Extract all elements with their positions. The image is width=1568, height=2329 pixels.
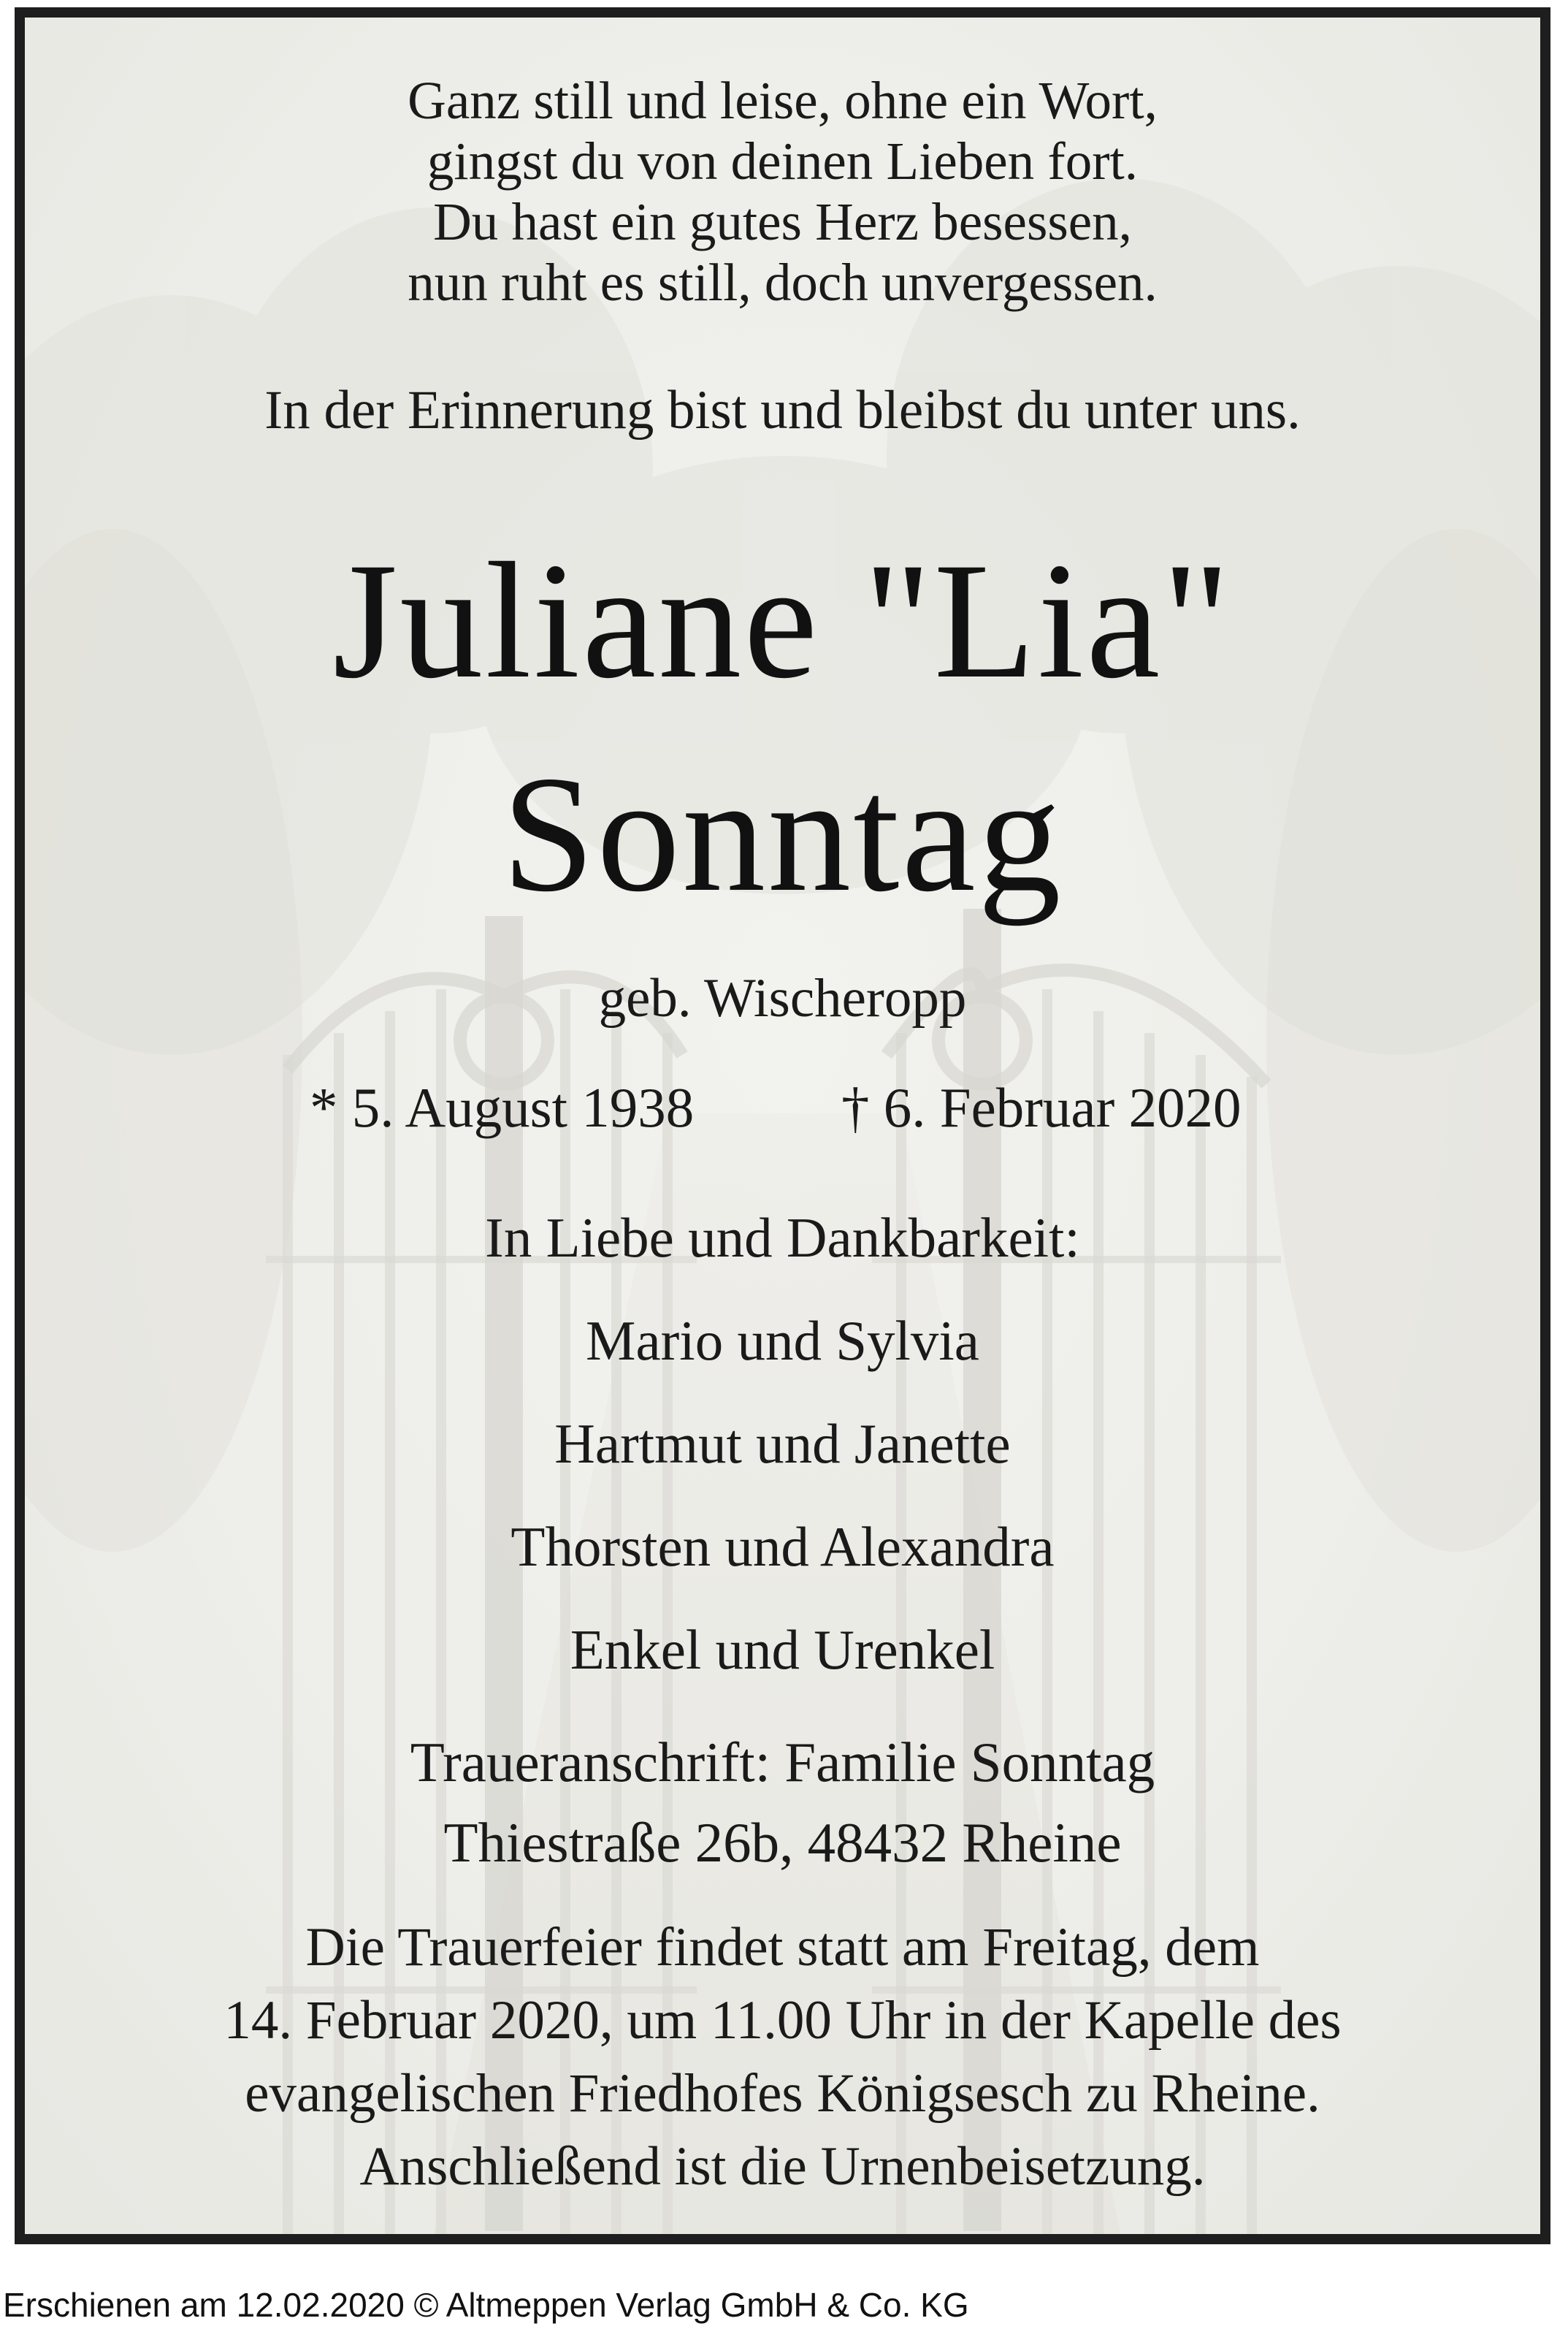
mourner-name: Thorsten und Alexandra: [510, 1515, 1055, 1578]
funeral-service-info: [25, 1911, 1540, 2203]
service-line: 14. Februar 2020, um 11.00 Uhr in der Kapelle des: [223, 1990, 1342, 2051]
service-line: evangelischen Friedhofes Königsesch zu Rheine.: [245, 2063, 1320, 2124]
mourner-name: Mario und Sylvia: [586, 1309, 979, 1372]
memory-line: In der Erinnerung bist und bleibst du unter uns.: [264, 380, 1301, 441]
poem-line: nun ruht es still, doch unvergessen.: [408, 253, 1158, 312]
poem-line: Du hast ein gutes Herz besessen,: [433, 192, 1132, 251]
notice-text: [25, 18, 1540, 2234]
maiden-name: geb. Wischeropp: [598, 968, 967, 1029]
mourners-intro: In Liebe und Dankbarkeit:: [485, 1206, 1080, 1269]
mourner-name: Hartmut und Janette: [554, 1412, 1011, 1475]
name-line-first: Juliane "Lia": [332, 529, 1233, 713]
obituary-notice: [15, 7, 1550, 2244]
service-line: Die Trauerfeier findet statt am Freitag, dem: [305, 1917, 1260, 1978]
poem-line: Ganz still und leise, ohne ein Wort,: [408, 71, 1158, 130]
address-line: Traueranschrift: Familie Sonntag: [410, 1731, 1155, 1794]
life-dates: [25, 1075, 1540, 1140]
name-line-surname: Sonntag: [502, 742, 1063, 926]
birth-date: * 5. August 1938: [310, 1076, 695, 1139]
mourner-name: Enkel und Urenkel: [570, 1618, 995, 1681]
service-line: Anschließend ist die Urnenbeisetzung.: [359, 2136, 1206, 2197]
address-line: Thiestraße 26b, 48432 Rheine: [443, 1811, 1122, 1874]
poem-line: gingst du von deinen Lieben fort.: [427, 131, 1139, 191]
poem: [25, 70, 1540, 313]
death-date: † 6. Februar 2020: [841, 1076, 1242, 1139]
publication-credit: Erschienen am 12.02.2020 © Altmeppen Verlag GmbH & Co. KG: [3, 2286, 969, 2324]
deceased-name: [25, 514, 1540, 941]
mourners: [25, 1201, 1540, 1716]
mourning-address: [25, 1722, 1540, 1883]
